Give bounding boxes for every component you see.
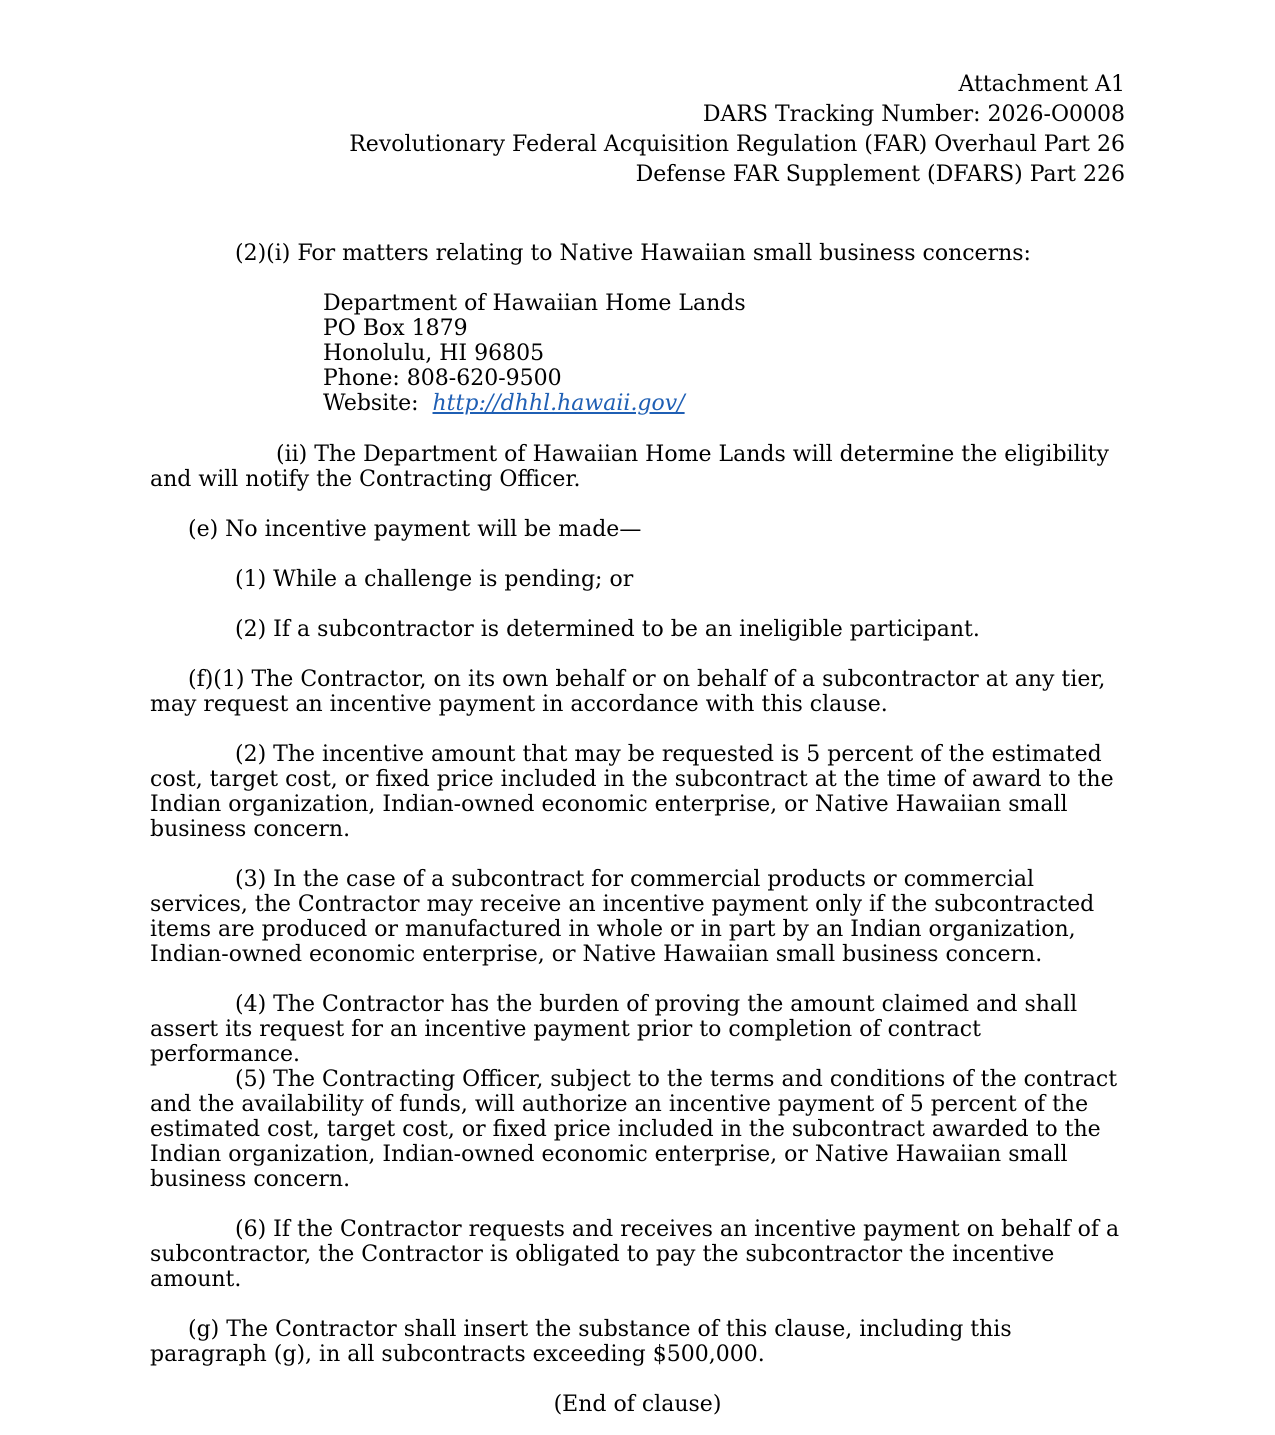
page-header: [349, 70, 1125, 190]
end-of-clause: (End of clause): [553, 1392, 722, 1417]
website-link[interactable]: http://dhhl.hawaii.gov/: [432, 391, 685, 416]
dfars-part-title: Defense FAR Supplement (DFARS) Part 226: [635, 162, 1125, 187]
paragraph-f4: (4) The Contractor has the burden of proving the amount claimed and shall assert its request for an incentive payment prior to completion of contract performance.: [150, 992, 1078, 1067]
paragraph-f3: (3) In the case of a subcontract for commercial products or commercial services, the Contractor may receive an incentive payment only if the subcontracted items are produced or manufactured in whole or in part by an Indian organization, Indian-owned economic enterprise, or Native Hawaiian small business concern.: [150, 867, 1095, 967]
paragraph-f1: (f)(1) The Contractor, on its own behalf or on behalf of a subcontractor at any tier, may request an incentive payment in accordance with this clause.: [150, 667, 1106, 717]
paragraph-f2: (2) The incentive amount that may be requested is 5 percent of the estimated cost, target cost, or fixed price included in the subcontract at the time of award to the Indian organization, Indian-owned economic enterprise, or Native Hawaiian small business concern.: [150, 742, 1114, 842]
address-box: PO Box 1879: [323, 316, 468, 341]
address-city: Honolulu, HI 96805: [323, 341, 545, 366]
paragraph-f6: (6) If the Contractor requests and receives an incentive payment on behalf of a subcontractor, the Contractor is obligated to pay the subcontractor the incentive amount.: [150, 1217, 1120, 1292]
paragraph-g: (g) The Contractor shall insert the substance of this clause, including this paragraph (g), in all subcontracts exceeding $500,000.: [150, 1317, 1012, 1367]
paragraph-ii: (ii) The Department of Hawaiian Home Lands will determine the eligibility and will notify the Contracting Officer.: [150, 442, 1109, 492]
address-website: [323, 391, 746, 416]
attachment-label: Attachment A1: [958, 72, 1125, 97]
paragraph-e1: (1) While a challenge is pending; or: [235, 567, 634, 592]
paragraph-e2: (2) If a subcontractor is determined to be an ineligible participant.: [235, 617, 980, 642]
website-label: Website:: [323, 391, 433, 416]
address-name: Department of Hawaiian Home Lands: [323, 291, 746, 316]
far-part-title: Revolutionary Federal Acquisition Regulation (FAR) Overhaul Part 26: [349, 132, 1125, 157]
paragraph-f5: (5) The Contracting Officer, subject to the terms and conditions of the contract and the availability of funds, will authorize an incentive payment of 5 percent of the estimated cost, target cost, or fixed price included in the subcontract awarded to the Indian organization, Indian-owned economic enterprise, or Native Hawaiian small business concern.: [150, 1067, 1118, 1192]
address-block: [323, 291, 746, 416]
paragraph-2i: (2)(i) For matters relating to Native Hawaiian small business concerns:: [235, 241, 1031, 266]
tracking-number: DARS Tracking Number: 2026-O0008: [702, 102, 1125, 127]
paragraph-e: (e) No incentive payment will be made—: [188, 517, 642, 542]
address-phone: Phone: 808-620-9500: [323, 366, 562, 391]
